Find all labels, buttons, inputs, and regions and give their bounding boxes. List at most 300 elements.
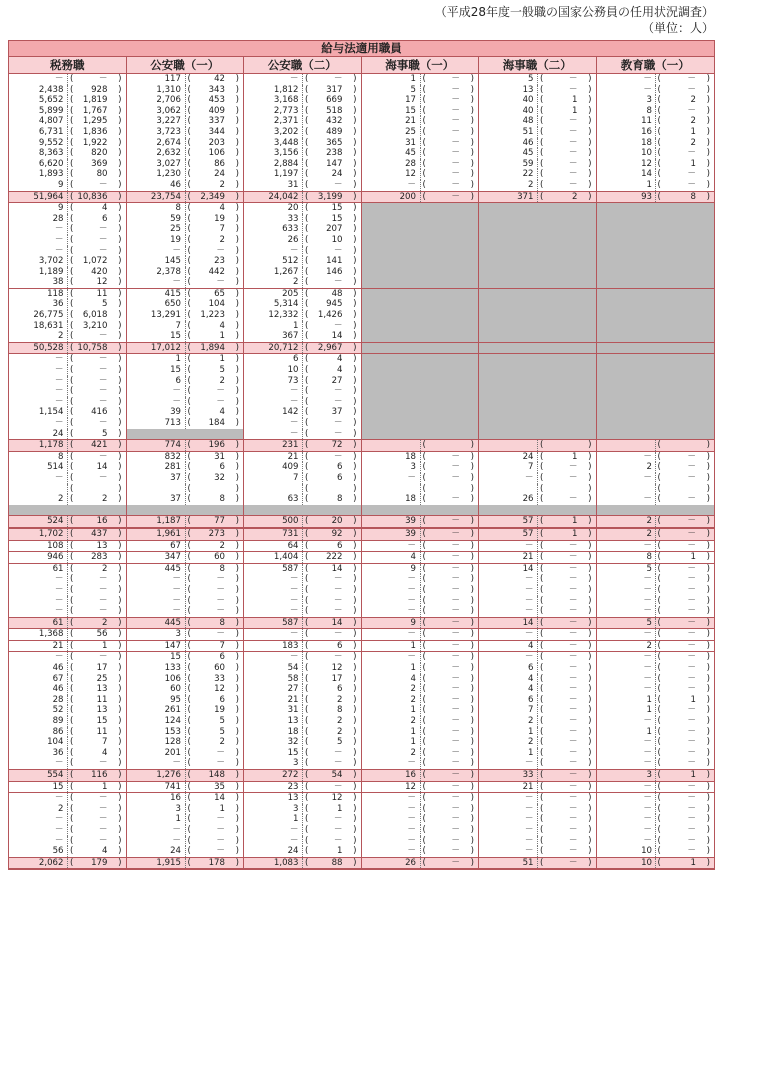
close-paren: ) [588,105,592,116]
close-paren: ) [588,846,592,857]
open-paren: ( [657,84,661,95]
total-value: 16 [170,793,181,804]
female-value: － [568,652,578,663]
total-value: 6,620 [38,158,64,169]
table-cell [479,641,597,652]
dotted-divider [655,192,656,203]
total-value: － [643,716,652,727]
close-paren: ) [353,684,357,695]
open-paren: ( [187,793,191,804]
table-cell [9,737,127,748]
open-paren: ( [70,483,74,494]
open-paren: ( [187,814,191,825]
table-cell [362,552,480,563]
open-paren: ( [70,705,74,716]
close-paren: ) [706,803,710,814]
close-paren: ) [706,737,710,748]
dotted-divider [302,606,303,617]
total-value: 24 [52,428,64,439]
dotted-divider [185,192,186,203]
female-value: 60 [214,663,225,674]
table-cell [597,716,715,727]
female-value: 5 [219,365,225,376]
total-value: 31 [405,137,416,148]
table-cell [479,564,597,575]
table-row [9,214,714,225]
total-value: 18 [287,726,299,737]
total-value: 20 [287,203,299,214]
dotted-divider [67,192,68,203]
dotted-divider [537,552,538,563]
total-value: 6 [528,694,534,705]
dotted-divider [537,782,538,793]
female-value: － [451,552,460,563]
table-row [9,138,714,149]
female-value: － [451,158,460,169]
open-paren: ( [70,824,74,835]
unit-label: （単位：人） [641,21,714,35]
female-value: 32 [214,472,225,483]
total-value: － [407,540,416,551]
dotted-divider [537,737,538,748]
close-paren: ) [118,288,122,299]
table-cell [127,770,245,781]
dotted-divider [655,138,656,149]
table-cell [9,804,127,815]
dotted-divider [185,418,186,429]
close-paren: ) [118,483,122,494]
open-paren: ( [305,299,309,310]
close-paren: ) [235,563,239,574]
open-paren: ( [187,245,191,256]
table-cell [597,663,715,674]
table-cell [362,106,480,117]
female-value: 1 [102,781,108,792]
open-paren: ( [305,483,309,494]
total-value: 6 [293,354,299,365]
table-cell [244,473,362,484]
dotted-divider [67,606,68,617]
total-value: － [643,747,652,758]
close-paren: ) [588,494,592,505]
open-paren: ( [657,74,661,84]
dotted-divider [302,663,303,674]
total-value: 67 [170,540,181,551]
female-value: － [98,331,108,342]
dotted-divider [302,758,303,769]
female-value: 1,295 [82,116,108,127]
close-paren: ) [235,673,239,684]
dotted-divider [302,246,303,257]
table-cell [479,804,597,815]
table-cell [244,804,362,815]
female-value: － [333,584,343,595]
close-paren: ) [118,169,122,180]
open-paren: ( [187,320,191,331]
table-cell [362,127,480,138]
table-cell [9,354,127,365]
dotted-divider [420,758,421,769]
total-value: 741 [164,781,181,792]
total-value: 13 [522,84,534,95]
table-cell [9,224,127,235]
female-value: 92 [331,528,343,539]
total-value: 3,448 [273,137,299,148]
total-value: 124 [164,716,181,727]
open-paren: ( [422,814,426,825]
female-value: 1 [572,451,578,462]
table-cell [479,505,597,516]
table-cell [362,224,480,235]
open-paren: ( [540,803,544,814]
close-paren: ) [235,396,239,407]
table-row [9,277,714,288]
open-paren: ( [187,396,191,407]
close-paren: ) [706,673,710,684]
table-cell [362,684,480,695]
close-paren: ) [118,158,122,169]
open-paren: ( [70,277,74,288]
total-value: 514 [47,462,64,473]
dotted-divider [185,641,186,652]
close-paren: ) [706,716,710,727]
table-body [9,74,714,869]
close-paren: ) [588,684,592,695]
table-cell [362,246,480,257]
table-cell [597,462,715,473]
dotted-divider [185,277,186,288]
dotted-divider [420,552,421,563]
total-value: 21 [405,116,416,127]
female-value: 11 [96,694,108,705]
table-cell [479,246,597,257]
table-cell [244,695,362,706]
dotted-divider [67,85,68,96]
table-cell [597,641,715,652]
total-value: 8 [646,552,652,563]
close-paren: ) [118,857,122,868]
open-paren: ( [305,663,309,674]
female-value: － [333,758,343,769]
dotted-divider [655,529,656,540]
total-value: 2,773 [273,105,299,116]
total-value: 5,314 [273,299,299,310]
female-value: 33 [214,673,225,684]
close-paren: ) [235,747,239,758]
open-paren: ( [70,716,74,727]
table-cell [9,716,127,727]
close-paren: ) [470,716,474,727]
table-cell [597,127,715,138]
table-cell [362,354,480,365]
table-cell [479,629,597,640]
dotted-divider [655,74,656,85]
close-paren: ) [470,584,474,595]
total-value: － [289,824,299,835]
total-value: － [172,584,181,595]
open-paren: ( [70,365,74,376]
table-cell [127,418,245,429]
close-paren: ) [118,673,122,684]
close-paren: ) [706,606,710,617]
dotted-divider [655,564,656,575]
open-paren: ( [657,95,661,106]
table-cell [597,256,715,267]
dotted-divider [655,836,656,847]
table-row [9,246,714,257]
female-value: － [333,781,343,792]
open-paren: ( [70,629,74,640]
table-cell [9,462,127,473]
dotted-divider [185,386,186,397]
total-value: 18,631 [33,320,64,331]
open-paren: ( [305,342,309,353]
open-paren: ( [657,116,661,127]
total-value: 17,012 [150,342,181,353]
female-value: － [451,673,460,684]
close-paren: ) [235,407,239,418]
female-value: － [333,606,343,617]
total-value: 73 [287,375,299,386]
close-paren: ) [588,440,592,451]
total-value: 12 [405,169,416,180]
open-paren: ( [657,516,661,527]
close-paren: ) [706,563,710,574]
table-cell [597,652,715,663]
total-value: － [643,84,652,95]
table-row [9,429,714,440]
table-cell [362,716,480,727]
table-cell [127,716,245,727]
female-value: － [687,684,696,695]
open-paren: ( [422,726,426,737]
close-paren: ) [118,494,122,505]
female-value: － [687,563,696,574]
dotted-divider [655,782,656,793]
total-value: 3,027 [156,158,181,169]
female-value: － [451,574,460,585]
close-paren: ) [470,191,474,202]
female-value: － [451,747,460,758]
total-value: 4 [410,673,416,684]
open-paren: ( [187,288,191,299]
total-value: － [643,803,652,814]
table-cell [127,331,245,342]
open-paren: ( [305,747,309,758]
close-paren: ) [235,224,239,235]
close-paren: ) [235,95,239,106]
close-paren: ) [470,462,474,473]
close-paren: ) [588,462,592,473]
total-value: 2 [528,716,534,727]
female-value: 2 [572,191,578,202]
table-cell [127,758,245,769]
close-paren: ) [588,617,592,628]
table-cell [244,267,362,278]
open-paren: ( [70,234,74,245]
table-cell [597,804,715,815]
dotted-divider [420,574,421,585]
table-cell [479,652,597,663]
total-value: 4,807 [38,116,64,127]
female-value: － [216,606,225,617]
total-value: 21 [522,552,534,563]
table-cell [479,748,597,759]
close-paren: ) [588,584,592,595]
close-paren: ) [118,451,122,462]
female-value: 56 [96,629,108,640]
female-value: 8 [219,494,225,505]
open-paren: ( [187,354,191,365]
close-paren: ) [353,288,357,299]
table-cell [9,516,127,527]
total-value: 16 [641,126,652,137]
female-value: － [568,705,578,716]
female-value: 23 [214,256,225,267]
female-value: － [98,803,108,814]
open-paren: ( [305,95,309,106]
dotted-divider [185,748,186,759]
table-cell [597,770,715,781]
table-cell [479,407,597,418]
table-cell [9,858,127,869]
table-cell [244,203,362,214]
close-paren: ) [706,462,710,473]
dotted-divider [655,641,656,652]
female-value: 8 [219,617,225,628]
table-cell [127,440,245,451]
female-value: － [451,846,460,857]
table-cell [244,716,362,727]
total-value: 4 [528,673,534,684]
total-value: － [643,673,652,684]
open-paren: ( [540,451,544,462]
total-value: 46 [522,137,534,148]
female-value: － [687,584,696,595]
table-cell [597,516,715,527]
open-paren: ( [70,652,74,663]
dotted-divider [185,564,186,575]
table-cell [479,684,597,695]
total-value: － [643,684,652,695]
dotted-divider [67,641,68,652]
close-paren: ) [353,191,357,202]
table-row [9,748,714,759]
total-value: 2,632 [156,148,181,159]
dotted-divider [185,180,186,191]
table-cell [362,85,480,96]
close-paren: ) [470,747,474,758]
close-paren: ) [353,472,357,483]
open-paren: ( [305,595,309,606]
open-paren: ( [70,440,74,451]
female-value: － [451,770,460,780]
table-cell [597,418,715,429]
open-paren: ( [657,793,661,804]
table-cell [244,365,362,376]
close-paren: ) [588,824,592,835]
dotted-divider [655,727,656,738]
dotted-divider [185,652,186,663]
close-paren: ) [118,354,122,365]
open-paren: ( [540,516,544,527]
close-paren: ) [470,835,474,846]
dotted-divider [185,705,186,716]
close-paren: ) [235,574,239,585]
close-paren: ) [470,116,474,127]
female-value: － [687,617,696,628]
total-value: 2 [58,494,64,505]
open-paren: ( [540,758,544,769]
dotted-divider [302,516,303,527]
female-value: － [568,694,578,705]
table-cell [362,452,480,463]
dotted-divider [302,574,303,585]
dotted-divider [655,516,656,527]
female-value: － [98,574,108,585]
table-row [9,386,714,397]
open-paren: ( [422,770,426,780]
dotted-divider [67,541,68,552]
table-cell [127,452,245,463]
total-value: 3 [646,95,652,106]
total-value: 24 [170,846,181,857]
female-value: 1,223 [200,310,225,321]
open-paren: ( [540,105,544,116]
total-value: 1,083 [273,857,299,868]
table-cell [597,310,715,321]
female-value: 1 [337,846,343,857]
female-value: － [333,320,343,331]
female-value: 116 [91,770,108,780]
total-value: － [54,234,64,245]
open-paren: ( [657,595,661,606]
total-value: － [524,606,534,617]
open-paren: ( [422,105,426,116]
total-value: － [643,758,652,769]
open-paren: ( [70,84,74,95]
table-cell [362,748,480,759]
open-paren: ( [70,266,74,277]
close-paren: ) [235,277,239,288]
table-row [9,705,714,716]
close-paren: ) [353,781,357,792]
close-paren: ) [235,726,239,737]
dotted-divider [67,705,68,716]
table-cell [244,727,362,738]
close-paren: ) [235,483,239,494]
table-cell [9,397,127,408]
table-cell [362,541,480,552]
dotted-divider [302,793,303,804]
female-value: 437 [91,528,108,539]
total-value: 3,156 [273,148,299,159]
table-row [9,563,714,575]
total-value: 261 [164,705,181,716]
female-value: － [216,245,225,256]
close-paren: ) [588,640,592,651]
table-cell [479,825,597,836]
total-value: 93 [641,191,652,202]
close-paren: ) [353,440,357,451]
total-value: 1,893 [38,169,64,180]
open-paren: ( [70,758,74,769]
table-cell [597,695,715,706]
table-cell [362,235,480,246]
total-value: 63 [287,494,299,505]
female-value: 8 [337,494,343,505]
dotted-divider [302,224,303,235]
